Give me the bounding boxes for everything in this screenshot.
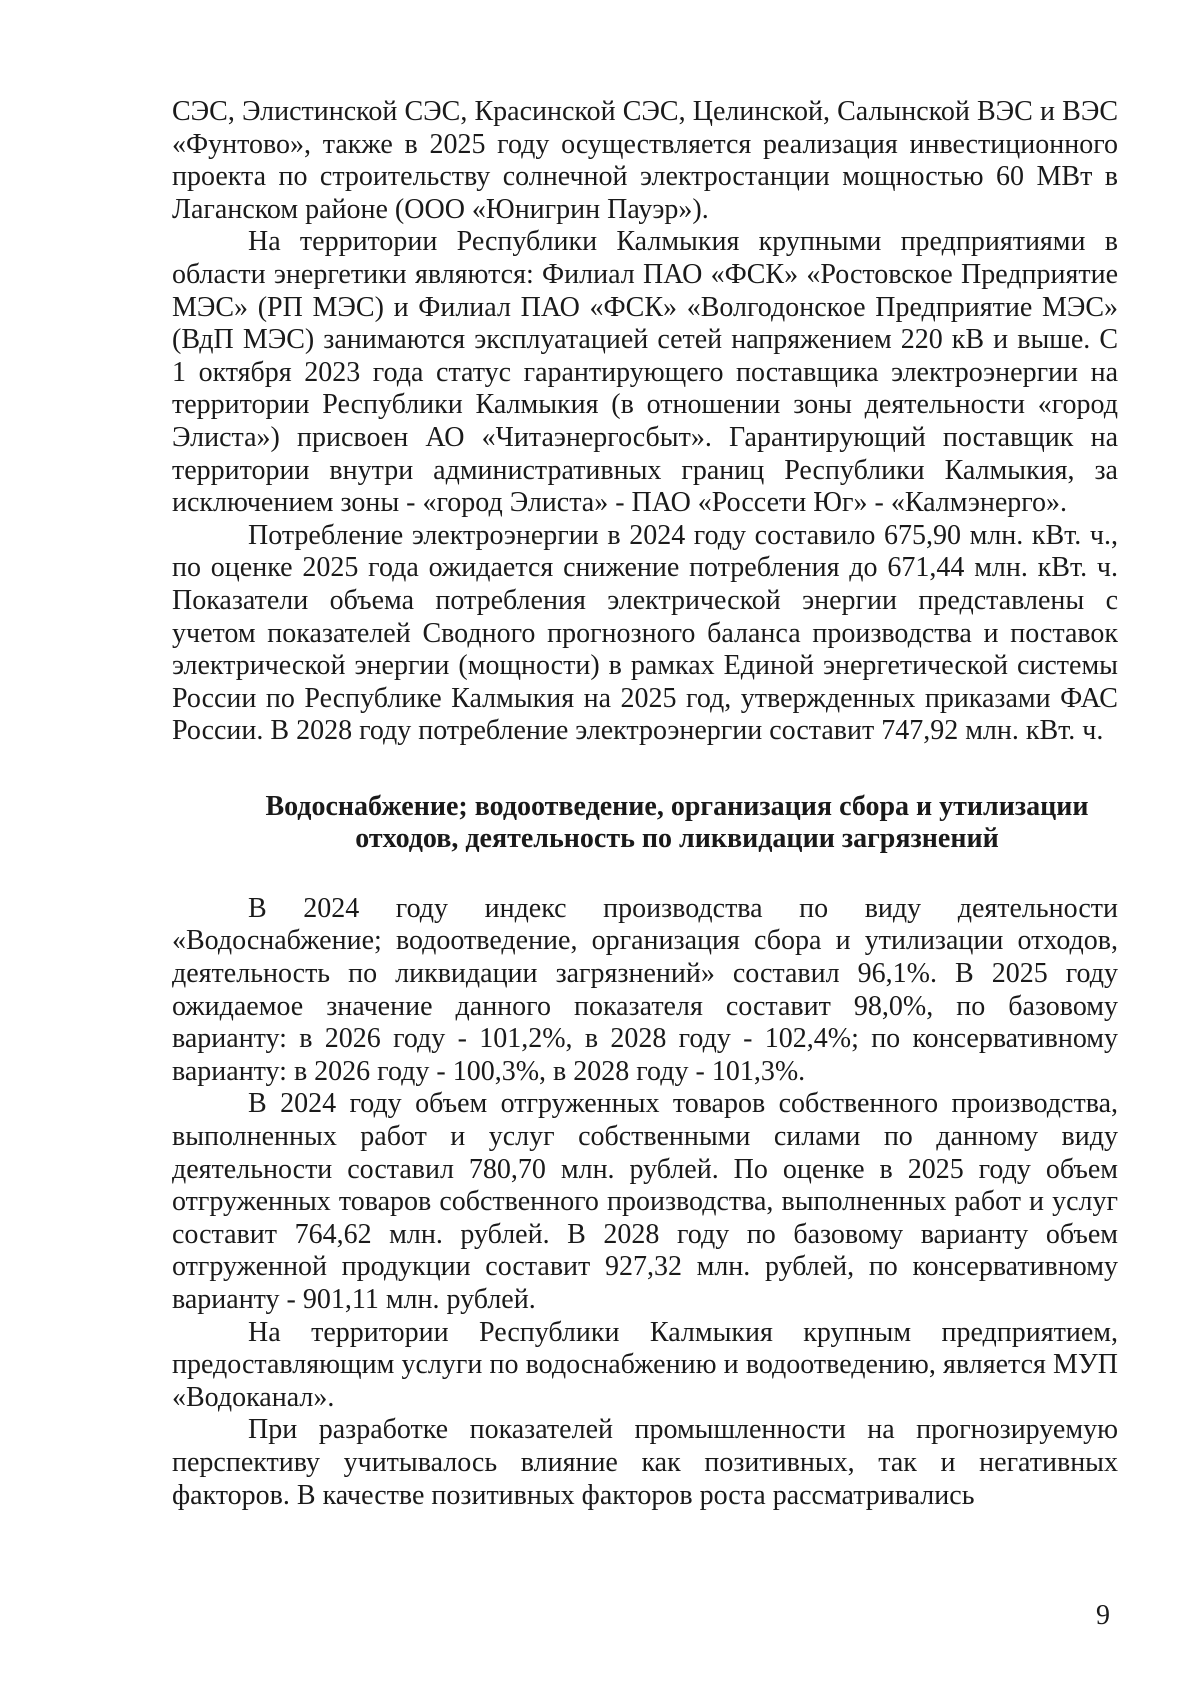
paragraph-electricity-consumption: Потребление электроэнергии в 2024 году составило 675,90 млн. кВт. ч., по оценке 2025 года ожидается снижение потребления до 671,44 млн. кВт. ч. Показатели объема потребления электрической энергии представлены с учетом показателей Сводного прогнозного баланса производства и поставок электрической энергии (мощности) в рамках Единой энергетической системы России по Республике Калмыкия на 2025 год, утвержденных приказами ФАС России. В 2028 году потребление электроэнергии составит 747,92 млн. кВт. ч.	[172, 519, 1118, 747]
paragraph-industry-factors: При разработке показателей промышленности на прогнозируемую перспективу учитывалось влияние как позитивных, так и негативных факторов. В качестве позитивных факторов роста рассматривались	[172, 1414, 1118, 1511]
paragraph-energy-enterprises: На территории Республики Калмыкия крупными предприятиями в области энергетики являются: Филиал ПАО «ФСК» «Ростовское Предприятие МЭС» (РП МЭС) и Филиал ПАО «ФСК» «Волгодонское Предприятие МЭС» (ВдП МЭС) занимаются эксплуатацией сетей напряжением 220 кВ и выше. С 1 октября 2023 года статус гарантирующего поставщика электроэнергии на территории Республики Калмыкия (в отношении зоны деятельности «город Элиста») присвоен АО «Читаэнергосбыт». Гарантирующий поставщик на территории внутри административных границ Республики Калмыкия, за исключением зоны - «город Элиста» - ПАО «Россети Юг» - «Калмэнерго».	[172, 226, 1118, 519]
section-heading-line-2: отходов, деятельность по ликвидации загрязнений	[355, 822, 999, 854]
document-page	[172, 96, 1118, 1512]
paragraph-solar-projects: СЭС, Элистинской СЭС, Красинской СЭС, Целинской, Салынской ВЭС и ВЭС «Фунтово», также в 2025 году осуществляется реализация инвестиционного проекта по строительству солнечной электростанции мощностью 60 МВт в Лаганском районе (ООО «Юнигрин Пауэр»).	[172, 96, 1118, 225]
page-number: 9	[1096, 1600, 1110, 1631]
paragraph-shipped-goods: В 2024 году объем отгруженных товаров собственного производства, выполненных работ и услуг собственными силами по данному виду деятельности составил 780,70 млн. рублей. По оценке в 2025 году объем отгруженных товаров собственного производства, выполненных работ и услуг составит 764,62 млн. рублей. В 2028 году по базовому варианту объем отгруженной продукции составит 927,32 млн. рублей, по консервативному варианту - 901,11 млн. рублей.	[172, 1088, 1118, 1315]
paragraph-production-index: В 2024 году индекс производства по виду деятельности «Водоснабжение; водоотведение, организация сбора и утилизации отходов, деятельность по ликвидации загрязнений» составил 96,1%. В 2025 году ожидаемое значение данного показателя составит 98,0%, по базовому варианту: в 2026 году - 101,2%, в 2028 году - 102,4%; по консервативному варианту: в 2026 году - 100,3%, в 2028 году - 101,3%.	[172, 892, 1118, 1087]
section-heading-water-supply	[172, 791, 1118, 855]
paragraph-vodokanal: На территории Республики Калмыкия крупным предприятием, предоставляющим услуги по водоснабжению и водоотведению, является МУП «Водоканал».	[172, 1316, 1118, 1413]
section-heading-line-1: Водоснабжение; водоотведение, организация сбора и утилизации	[265, 790, 1089, 822]
